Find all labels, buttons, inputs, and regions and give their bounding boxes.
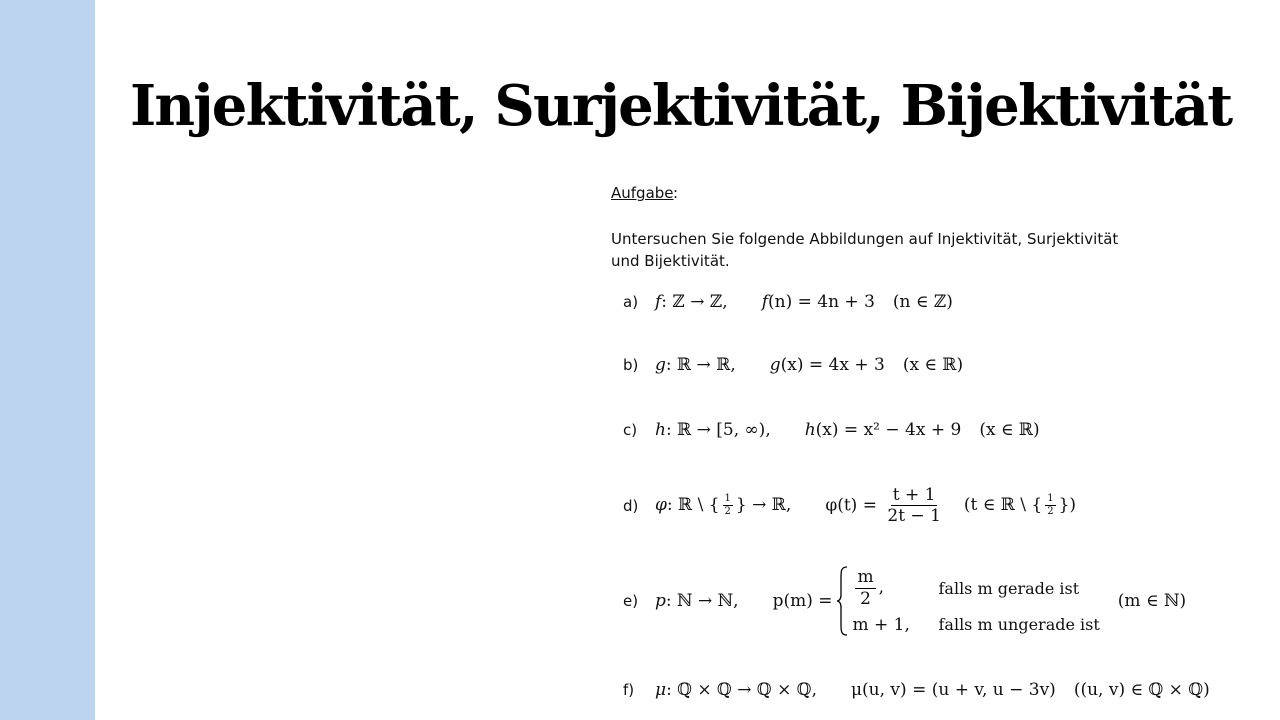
exercise-heading-colon: : <box>673 184 679 202</box>
item-domain: ((u, v) ∈ ℚ × ℚ) <box>1073 680 1210 700</box>
exercise-item-f <box>623 680 1210 700</box>
exercise-heading: Aufgabe <box>611 184 674 202</box>
item-mapping: φ: ℝ \ { $\frac{1}{2}$ } → ℝ, <box>655 493 792 518</box>
item-mapping: f: ℤ → ℤ, <box>655 292 728 312</box>
item-letter: b) <box>623 356 639 374</box>
case1-condition: falls m gerade ist <box>938 578 1080 598</box>
item-domain: (n ∈ ℤ) <box>892 292 953 312</box>
exercise-item-e <box>623 566 1186 636</box>
item-letter: c) <box>623 421 638 439</box>
item-mapping: μ: ℚ × ℚ → ℚ × ℚ, <box>655 680 817 700</box>
item-domain: (x ∈ ℝ) <box>979 420 1040 440</box>
item-domain: (m ∈ ℕ) <box>1117 591 1187 611</box>
item-letter: a) <box>623 293 639 311</box>
sidebar-accent <box>0 0 95 720</box>
item-domain: (t ∈ ℝ \ { $\frac{1}{2}$ }) <box>963 493 1077 518</box>
item-rule: φ(t) = $\frac{t + 1}{2t - 1}$ <box>825 485 941 527</box>
item-mapping: p: ℕ → ℕ, <box>655 591 739 611</box>
item-domain: (x ∈ ℝ) <box>902 355 964 375</box>
item-rule: μ(u, v) = (u + v, u − 3v) <box>851 680 1056 700</box>
exercise-item-c <box>623 420 1040 440</box>
item-rule: f(n) = 4n + 3 <box>761 292 875 312</box>
case1-value: $\frac{m}{2}$ , <box>857 567 885 609</box>
case1-fraction: $\frac{m}{2}$ <box>857 567 874 609</box>
item-rule: h(x) = x² − 4x + 9 <box>804 420 962 440</box>
item-rule: g(x) = 4x + 3 <box>769 355 885 375</box>
item-rule: p(m) = $\frac{m}{2}$ , falls m gerade ist m + 1, falls m ungerade ist <box>772 567 1100 635</box>
exercise-item-b <box>623 355 963 375</box>
page-title: Injektivität, Surjektivität, Bijektivität <box>130 73 1232 139</box>
exercise-item-a <box>623 292 953 312</box>
rule-fraction: $\frac{t + 1}{2t - 1}$ <box>887 485 941 527</box>
case2-value: m + 1, <box>852 614 910 635</box>
exercise-instruction: Untersuchen Sie folgende Abbildungen auf Injektivität, Surjektivität und Bijektivität. <box>611 230 1119 270</box>
item-letter: e) <box>623 592 639 610</box>
case2-condition: falls m ungerade ist <box>938 615 1100 635</box>
half-fraction: $\frac{1}{2}$ <box>1047 493 1054 518</box>
item-mapping: h: ℝ → [5, ∞), <box>655 420 771 440</box>
exercise-item-d <box>623 485 1076 527</box>
item-letter: d) <box>623 496 639 515</box>
half-fraction: $\frac{1}{2}$ <box>724 493 731 518</box>
left-brace-icon <box>836 566 848 636</box>
item-mapping: g: ℝ → ℝ, <box>655 355 736 375</box>
item-letter: f) <box>623 681 635 699</box>
case-rows <box>852 567 1099 635</box>
